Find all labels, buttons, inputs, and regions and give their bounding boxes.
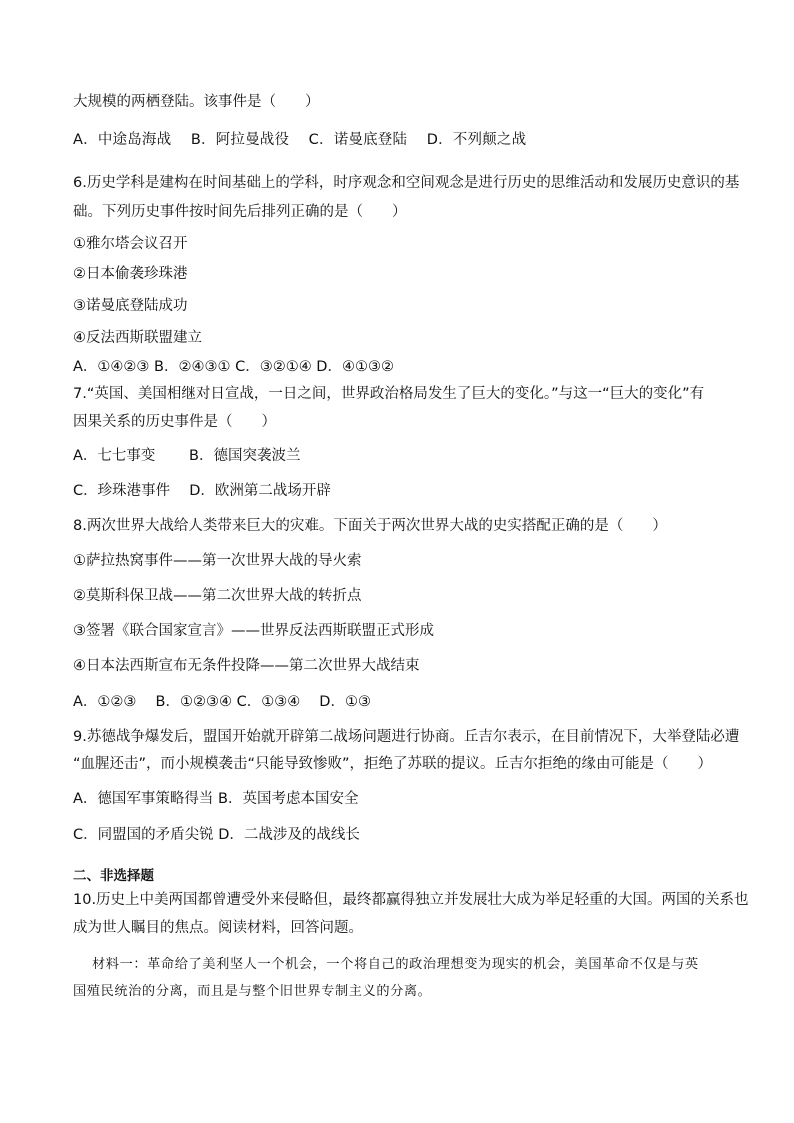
q8-item-4: ④日本法西斯宣布无条件投降——第二次世界大战结束 bbox=[73, 658, 420, 674]
q9-options-row1: A．德国军事策略得当 B．英国考虑本国安全 bbox=[73, 791, 359, 807]
q8-item-3: ③签署《联合国家宣言》——世界反法西斯联盟正式形成 bbox=[73, 623, 434, 639]
q7-options-row1: A．七七事变 B．德国突袭波兰 bbox=[73, 448, 301, 464]
material-1-line1: 材料一：革命给了美利坚人一个机会，一个将自己的政治理想变为现实的机会，美国革命不仅是与英 bbox=[92, 957, 699, 972]
q9-stem-line1: 9.苏德战争爆发后，盟国开始就开辟第二战场问题进行协商。丘吉尔表示，在目前情况下，大举登陆必遭 bbox=[73, 729, 740, 745]
q8-stem: 8.两次世界大战给人类带来巨大的灾难。下面关于两次世界大战的史实搭配正确的是（ ） bbox=[73, 518, 667, 534]
q8-item-1: ①萨拉热窝事件——第一次世界大战的导火索 bbox=[73, 553, 362, 569]
q10-stem-line2: 成为世人瞩目的焦点。阅读材料，回答问题。 bbox=[73, 920, 363, 936]
q7-stem-line2: 因果关系的历史事件是（ ） bbox=[73, 414, 276, 430]
q5-stem-continuation: 大规模的两栖登陆。该事件是（ ） bbox=[73, 94, 320, 110]
material-1-line2: 国殖民统治的分离，而且是与整个旧世界专制主义的分离。 bbox=[73, 984, 432, 999]
q9-stem-line2: “血腥还击”，而小规模袭击“只能导致惨败”，拒绝了苏联的提议。丘吉尔拒绝的缘由可能是（ ） bbox=[73, 756, 713, 772]
q8-item-2: ②莫斯科保卫战——第二次世界大战的转折点 bbox=[73, 588, 362, 604]
q6-item-4: ④反法西斯联盟建立 bbox=[73, 330, 202, 346]
q10-stem-line1: 10.历史上中美两国都曾遭受外来侵略但，最终都赢得独立并发展壮大成为举足轻重的大国。两国的关系也 bbox=[73, 892, 749, 908]
section-heading-non-choice: 二、非选择题 bbox=[73, 868, 154, 884]
q7-stem-line1: 7.“英国、美国相继对日宣战，一日之间，世界政治格局发生了巨大的变化。”与这一“巨大的变化”有 bbox=[73, 386, 705, 402]
q6-item-1: ①雅尔塔会议召开 bbox=[73, 236, 188, 252]
q6-options: A．①④②③ B．②④③① C．③②①④ D．④①③② bbox=[73, 359, 394, 375]
q9-options-row2: C．同盟国的矛盾尖锐 D．二战涉及的战线长 bbox=[73, 827, 360, 843]
q6-stem-line1: 6.历史学科是建构在时间基础上的学科，时序观念和空间观念是进行历史的思维活动和发展历史意识的基 bbox=[73, 175, 740, 191]
q7-options-row2: C．珍珠港事件 D．欧洲第二战场开辟 bbox=[73, 483, 331, 499]
q6-item-2: ②日本偷袭珍珠港 bbox=[73, 266, 188, 282]
q8-options: A．①②③ B．①②③④ C．①③④ D．①③ bbox=[73, 694, 371, 710]
q6-item-3: ③诺曼底登陆成功 bbox=[73, 298, 188, 314]
q6-stem-line2: 础。下列历史事件按时间先后排列正确的是（ ） bbox=[73, 204, 407, 220]
q5-options: A．中途岛海战 B．阿拉曼战役 C．诺曼底登陆 D．不列颠之战 bbox=[73, 132, 527, 148]
